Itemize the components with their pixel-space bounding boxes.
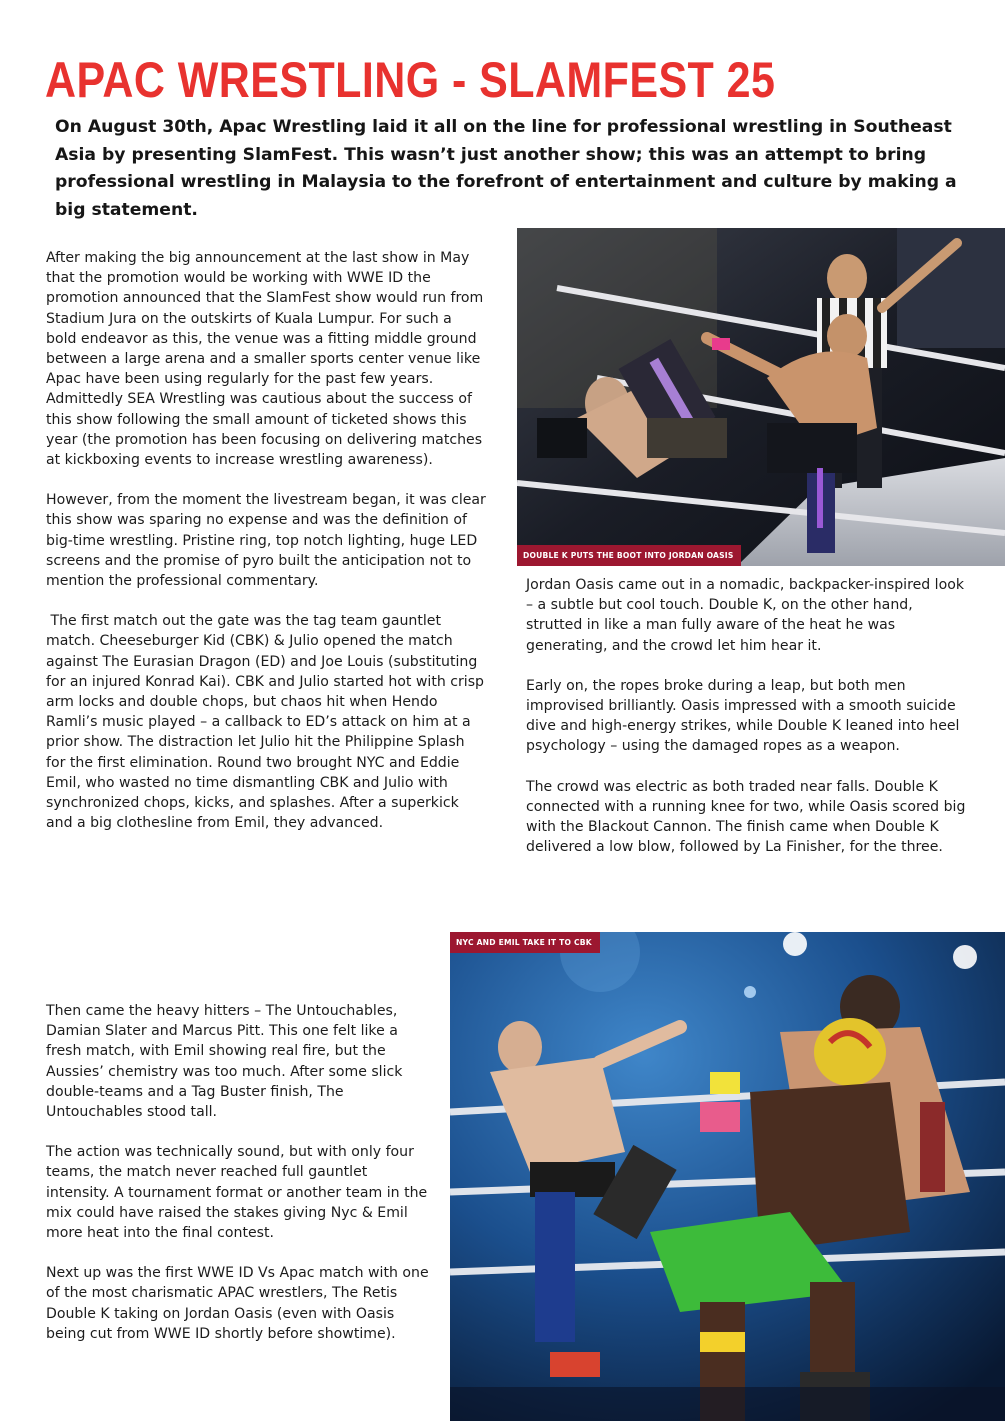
paragraph: The action was technically sound, but with only four teams, the match never reached full gauntlet intensity. A tournament format or another team in the mix could have raised the stakes giving Nyc & Emil more heat into the final contest. bbox=[46, 1144, 428, 1242]
paragraph: Jordan Oasis came out in a nomadic, backpacker-inspired look – a subtle but cool touch. Double K, on the other hand, strutted in like a man fully aware of the heat he was generating, and the crowd let him hear it. bbox=[526, 577, 964, 654]
wrestling-photo-illustration bbox=[450, 932, 1005, 1421]
photo-nyc-emil-cbk bbox=[450, 932, 1005, 1421]
photo-caption: NYC AND EMIL TAKE IT TO CBK bbox=[450, 932, 600, 953]
article-intro: On August 30th, Apac Wrestling laid it all on the line for professional wrestling in Southeast Asia by presenting SlamFest. This wasn’t just another show; this was an attempt to bring professional wrestling in Malaysia to the forefront of entertainment and culture by making a big statement. bbox=[55, 117, 957, 220]
paragraph: However, from the moment the livestream began, it was clear this show was sparing no expense and was the definition of big-time wrestling. Pristine ring, top notch lighting, huge LED screens and the promise of pyro built the anticipation not to mention the professional commentary. bbox=[46, 492, 486, 590]
paragraph: Next up was the first WWE ID Vs Apac match with one of the most charismatic APAC wrestlers, The Retis Double K taking on Jordan Oasis (even with Oasis being cut from WWE ID shortly before showtime). bbox=[46, 1265, 429, 1342]
body-column-left bbox=[46, 248, 489, 833]
paragraph: The first match out the gate was the tag team gauntlet match. Cheeseburger Kid (CBK) & Julio opened the match against The Eurasian Dragon (ED) and Joe Louis (substituting for an injured Konrad Kai). CBK and Julio started hot with crisp arm locks and double chops, but chaos hit when Hendo Ramli’s music played – a callback to ED’s attack on him at a prior show. The distraction let Julio hit the Philippine Splash for the first elimination. Round two brought NYC and Eddie Emil, who wasted no time dismantling CBK and Julio with synchronized chops, kicks, and splashes. After a superkick and a big clothesline from Emil, they advanced. bbox=[46, 613, 489, 832]
paragraph: The crowd was electric as both traded near falls. Double K connected with a running knee for two, while Oasis scored big with the Blackout Cannon. The finish came when Double K delivered a low blow, followed by La Finisher, for the three. bbox=[526, 778, 966, 856]
photo-boot-into-oasis bbox=[517, 228, 1005, 566]
article-title: APAC WRESTLING - SLAMFEST 25 bbox=[45, 52, 776, 108]
paragraph: Then came the heavy hitters – The Untouchables, Damian Slater and Marcus Pitt. This one felt like a fresh match, with Emil showing real fire, but the Aussies’ chemistry was too much. After some slick double-teams and a Tag Buster finish, The Untouchables stood tall. bbox=[46, 1003, 403, 1121]
paragraph: After making the big announcement at the last show in May that the promotion would be working with WWE ID the promotion announced that the SlamFest show would run from Stadium Jura on the outskirts of Kuala Lumpur. For such a bold endeavor as this, the venue was a fitting middle ground between a large arena and a smaller sports center venue like Apac have been using regularly for the past few years. Admittedly SEA Wrestling was cautious about the success of this show following the small amount of ticketed shows this year (the promotion has been focusing on delivering matches at kickboxing events to increase wrestling awareness). bbox=[46, 250, 484, 469]
paragraph: Early on, the ropes broke during a leap, but both men improvised brilliantly. Oasis impressed with a smooth suicide dive and high-energy strikes, while Double K leaned into heel psychology – using the damaged ropes as a weapon. bbox=[526, 677, 960, 755]
wrestling-photo-illustration bbox=[517, 228, 1005, 566]
body-column-left-lower bbox=[46, 1001, 431, 1344]
photo-caption: DOUBLE K PUTS THE BOOT INTO JORDAN OASIS bbox=[517, 545, 741, 566]
body-column-right bbox=[526, 575, 966, 857]
